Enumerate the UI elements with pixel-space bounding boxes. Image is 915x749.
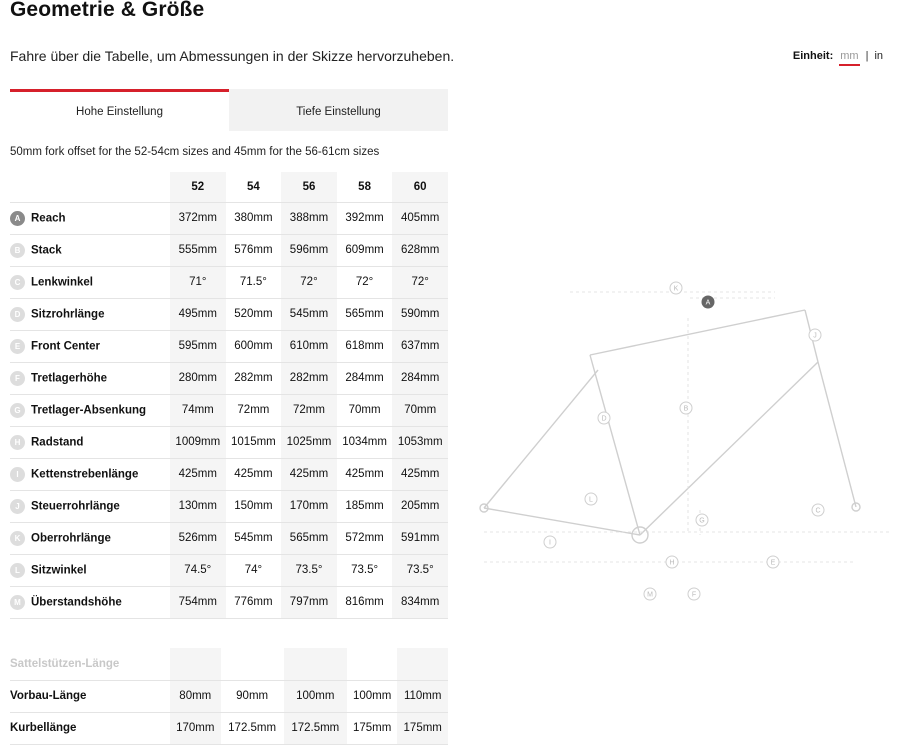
size-header[interactable]: 54 (226, 172, 282, 202)
table-cell: 834mm (392, 586, 448, 618)
dimension-letter-badge: B (10, 243, 25, 258)
table-cell: 609mm (337, 234, 393, 266)
row-label-cell (10, 234, 170, 266)
sketch-badge-letter: J (813, 332, 817, 340)
sketch-badge-letter: E (770, 559, 776, 567)
table-cell: 545mm (226, 522, 282, 554)
table-cell: 388mm (281, 202, 337, 234)
table-cell: 170mm (170, 712, 221, 744)
dimension-letter-badge: M (10, 595, 25, 610)
size-header[interactable]: 60 (392, 172, 448, 202)
table-cell: 100mm (347, 680, 398, 712)
table-cell: 72° (392, 266, 448, 298)
dimension-letter-badge: K (10, 531, 25, 546)
table-row[interactable] (10, 458, 448, 490)
table-cell: 175mm (347, 712, 398, 744)
table-row[interactable] (10, 298, 448, 330)
table-cell: 618mm (337, 330, 393, 362)
table-cell: 280mm (170, 362, 226, 394)
table-row[interactable] (10, 586, 448, 618)
row-label: Lenkwinkel (31, 276, 93, 289)
row-label-cell (10, 458, 170, 490)
row-label-cell (10, 554, 170, 586)
table-cell: 380mm (226, 202, 282, 234)
frame-down-tube (640, 362, 821, 535)
table-cell: 74mm (170, 394, 226, 426)
dimension-letter-badge: E (10, 339, 25, 354)
table-cell: 72° (281, 266, 337, 298)
table-cell: 70mm (337, 394, 393, 426)
table-row[interactable] (10, 234, 448, 266)
table-cell: 80mm (170, 680, 221, 712)
table-cell: 282mm (226, 362, 282, 394)
table-cell: 70mm (392, 394, 448, 426)
table-cell: 172.5mm (221, 712, 284, 744)
size-header-row (10, 172, 448, 202)
row-label: Kurbellänge (10, 712, 170, 744)
table-cell: 282mm (281, 362, 337, 394)
sketch-badge-letter: G (699, 517, 705, 525)
sketch-badge-letter: L (589, 496, 593, 504)
table-cell: 1015mm (226, 426, 282, 458)
sketch-badge-letter: D (601, 415, 607, 423)
sketch-badge-letter: I (549, 539, 551, 547)
table-cell: 610mm (281, 330, 337, 362)
sketch-badge-letter: M (647, 591, 653, 599)
table-cell: 71.5° (226, 266, 282, 298)
geometry-table (10, 172, 448, 619)
table-cell: 1009mm (170, 426, 226, 458)
table-cell: 425mm (392, 458, 448, 490)
tab-high-setting[interactable]: Hohe Einstellung (10, 89, 229, 131)
table-cell (284, 648, 347, 680)
row-label: Sitzwinkel (31, 564, 87, 577)
row-label: Front Center (31, 340, 100, 353)
unit-label: Einheit: (792, 50, 834, 62)
table-cell: 425mm (170, 458, 226, 490)
table-cell: 545mm (281, 298, 337, 330)
table-cell: 1053mm (392, 426, 448, 458)
table-cell: 425mm (226, 458, 282, 490)
table-cell: 172.5mm (284, 712, 347, 744)
table-cell: 74° (226, 554, 282, 586)
table-cell: 576mm (226, 234, 282, 266)
row-label-cell (10, 490, 170, 522)
table-cell: 392mm (337, 202, 393, 234)
table-cell: 816mm (337, 586, 393, 618)
unit-mm-option[interactable]: mm (839, 50, 859, 66)
table-row[interactable] (10, 680, 448, 712)
dimension-letter-badge: G (10, 403, 25, 418)
table-row[interactable] (10, 490, 448, 522)
row-label-cell (10, 298, 170, 330)
frame-chain-stay (484, 508, 640, 535)
table-cell: 130mm (170, 490, 226, 522)
row-label: Radstand (31, 436, 84, 449)
table-row[interactable] (10, 554, 448, 586)
table-cell: 600mm (226, 330, 282, 362)
table-cell: 520mm (226, 298, 282, 330)
dimension-letter-badge: C (10, 275, 25, 290)
table-cell: 628mm (392, 234, 448, 266)
table-row[interactable] (10, 522, 448, 554)
row-label-cell (10, 330, 170, 362)
table-cell: 1025mm (281, 426, 337, 458)
table-cell: 72mm (281, 394, 337, 426)
frame-seat-stay (484, 370, 598, 508)
sketch-badge-letter: K (673, 285, 679, 293)
table-cell: 150mm (226, 490, 282, 522)
table-row[interactable] (10, 426, 448, 458)
row-label: Tretlagerhöhe (31, 372, 108, 385)
table-cell: 425mm (337, 458, 393, 490)
table-cell: 74.5° (170, 554, 226, 586)
sketch-badge-letter: A (705, 299, 711, 307)
table-cell: 425mm (281, 458, 337, 490)
table-cell: 175mm (397, 712, 448, 744)
table-cell: 73.5° (281, 554, 337, 586)
table-cell: 284mm (392, 362, 448, 394)
dimension-letter-badge: I (10, 467, 25, 482)
table-cell: 170mm (281, 490, 337, 522)
table-cell: 526mm (170, 522, 226, 554)
table-cell: 555mm (170, 234, 226, 266)
setting-tabs (10, 89, 448, 131)
sketch-badge-letter: C (815, 507, 821, 515)
tab-low-setting[interactable]: Tiefe Einstellung (229, 89, 448, 131)
table-row[interactable] (10, 362, 448, 394)
size-header-empty (10, 172, 170, 202)
table-cell (221, 648, 284, 680)
table-cell: 591mm (392, 522, 448, 554)
table-cell: 185mm (337, 490, 393, 522)
dimension-letter-badge: D (10, 307, 25, 322)
table-cell: 73.5° (337, 554, 393, 586)
table-cell: 572mm (337, 522, 393, 554)
table-cell (347, 648, 398, 680)
size-header[interactable]: 58 (337, 172, 393, 202)
row-label: Stack (31, 244, 62, 257)
table-cell: 72mm (226, 394, 282, 426)
frame-top-tube (590, 310, 805, 355)
row-label: Überstandshöhe (31, 596, 122, 609)
sketch-badge-letter: F (691, 591, 697, 599)
row-label-cell (10, 394, 170, 426)
table-row[interactable] (10, 202, 448, 234)
dimension-letter-badge: L (10, 563, 25, 578)
row-label: Reach (31, 212, 66, 225)
table-row[interactable] (10, 266, 448, 298)
components-table (10, 648, 448, 745)
size-header[interactable]: 56 (281, 172, 337, 202)
table-cell: 90mm (221, 680, 284, 712)
row-label-cell (10, 266, 170, 298)
row-label: Sattelstützen-Länge (10, 648, 170, 680)
table-cell: 372mm (170, 202, 226, 234)
fork-offset-note: 50mm fork offset for the 52-54cm sizes and 45mm for the 56-61cm sizes (10, 146, 380, 158)
table-cell: 797mm (281, 586, 337, 618)
table-cell: 565mm (337, 298, 393, 330)
table-cell: 73.5° (392, 554, 448, 586)
row-label-cell (10, 202, 170, 234)
table-cell: 405mm (392, 202, 448, 234)
table-cell: 754mm (170, 586, 226, 618)
table-row[interactable] (10, 712, 448, 744)
table-cell: 495mm (170, 298, 226, 330)
table-cell: 205mm (392, 490, 448, 522)
table-cell: 100mm (284, 680, 347, 712)
table-cell (397, 648, 448, 680)
frame-seat-tube (590, 355, 640, 535)
page-subtitle: Fahre über die Tabelle, um Abmessungen in der Skizze hervorzuheben. (10, 48, 455, 64)
sketch-badge-letter: H (669, 559, 675, 567)
unit-switch (793, 50, 883, 62)
page-title: Geometrie & Größe (10, 0, 205, 21)
row-label: Kettenstrebenlänge (31, 468, 139, 481)
size-header[interactable]: 52 (170, 172, 226, 202)
row-label-cell (10, 522, 170, 554)
bike-geometry-sketch (470, 270, 890, 610)
row-label: Oberrohrlänge (31, 532, 111, 545)
unit-separator: | (865, 50, 869, 62)
table-cell: 71° (170, 266, 226, 298)
row-label-cell (10, 586, 170, 618)
table-cell: 595mm (170, 330, 226, 362)
unit-in-option[interactable]: in (874, 50, 883, 62)
row-label: Vorbau-Länge (10, 680, 170, 712)
table-cell: 565mm (281, 522, 337, 554)
table-cell: 596mm (281, 234, 337, 266)
table-cell: 1034mm (337, 426, 393, 458)
row-label: Steuerrohrlänge (31, 500, 120, 513)
row-label-cell (10, 362, 170, 394)
table-cell (170, 648, 221, 680)
table-cell: 776mm (226, 586, 282, 618)
row-label-cell (10, 426, 170, 458)
table-cell: 284mm (337, 362, 393, 394)
row-label: Tretlager-Absenkung (31, 404, 147, 417)
table-row[interactable] (10, 394, 448, 426)
table-row[interactable] (10, 330, 448, 362)
dimension-letter-badge: A (10, 211, 25, 226)
table-row[interactable] (10, 648, 448, 680)
table-cell: 590mm (392, 298, 448, 330)
row-label: Sitzrohrlänge (31, 308, 105, 321)
table-cell: 110mm (397, 680, 448, 712)
sketch-badge-letter: B (683, 405, 689, 413)
table-cell: 637mm (392, 330, 448, 362)
dimension-letter-badge: H (10, 435, 25, 450)
dimension-letter-badge: J (10, 499, 25, 514)
dimension-letter-badge: F (10, 371, 25, 386)
fork (818, 362, 856, 507)
table-cell: 72° (337, 266, 393, 298)
